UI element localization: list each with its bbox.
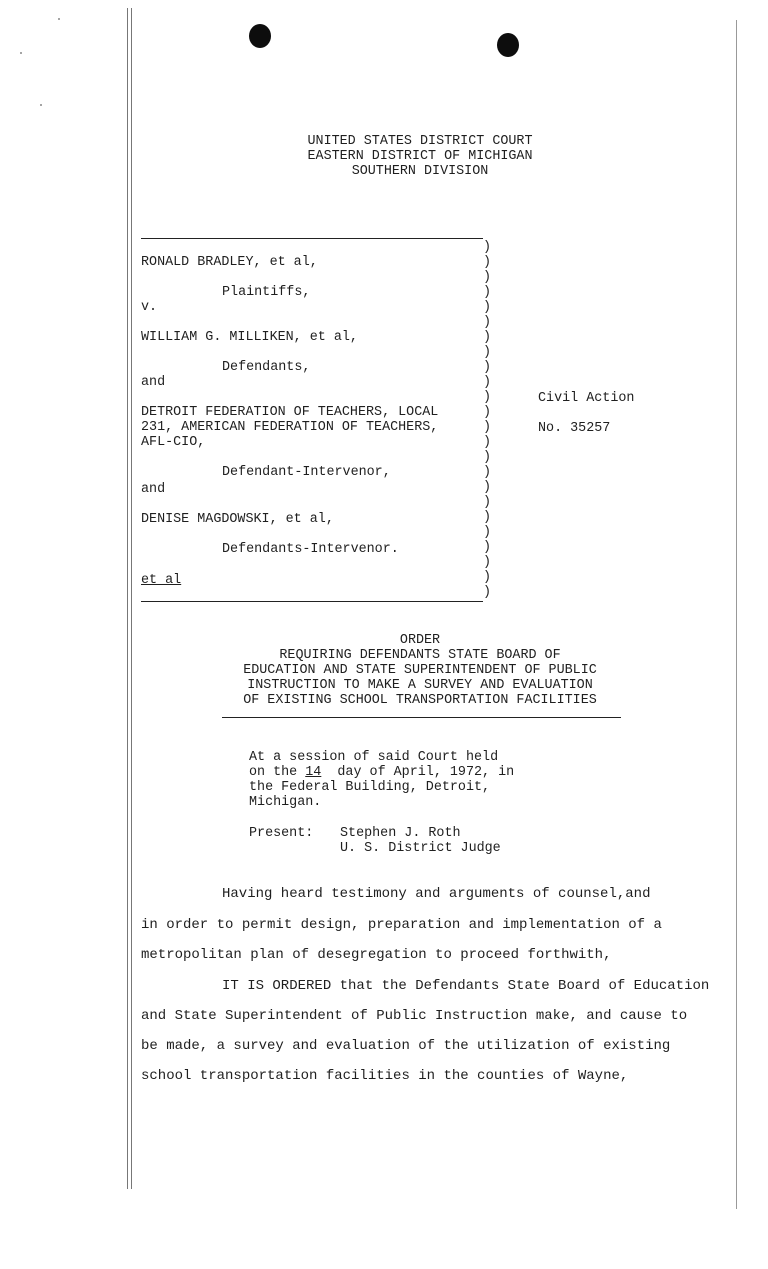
- judge-title: U. S. District Judge: [340, 841, 501, 856]
- caption-paren: ): [483, 360, 492, 375]
- caption-paren: ): [483, 405, 492, 420]
- caption-and-2: and: [141, 482, 166, 497]
- court-division: SOUTHERN DIVISION: [351, 164, 489, 179]
- left-margin-line-1: [127, 8, 128, 1189]
- civil-action-label: Civil Action: [538, 391, 635, 406]
- caption-versus: v.: [141, 300, 158, 315]
- present-label: Present:: [249, 826, 314, 841]
- caption-paren: ): [483, 540, 492, 555]
- body-p2-line-3: be made, a survey and evaluation of the utilization of existing: [141, 1038, 671, 1054]
- caption-paren: ): [483, 435, 492, 450]
- caption-intervenor-1-line-2: 231, AMERICAN FEDERATION OF TEACHERS,: [141, 420, 439, 435]
- caption-top-rule: [141, 238, 483, 239]
- session-line-3: the Federal Building, Detroit,: [249, 780, 491, 795]
- body-p1-line-1: Having heard testimony and arguments of counsel,and: [222, 886, 651, 902]
- caption-paren: ): [483, 345, 492, 360]
- caption-paren: ): [483, 450, 492, 465]
- session-line-2: [249, 765, 514, 780]
- caption-paren: ): [483, 390, 492, 405]
- caption-paren: ): [483, 495, 492, 510]
- caption-paren: ): [483, 465, 492, 480]
- caption-paren: ): [483, 570, 492, 585]
- caption-paren: ): [483, 240, 492, 255]
- caption-paren: ): [483, 285, 492, 300]
- caption-defendant-role: Defendants,: [222, 360, 311, 375]
- left-margin-line-2: [131, 8, 132, 1189]
- caption-intervenor-2: DENISE MAGDOWSKI, et al,: [141, 512, 334, 527]
- caption-paren: ): [483, 525, 492, 540]
- caption-et-al: et al: [141, 573, 182, 588]
- session-day: 14: [305, 765, 322, 780]
- caption-paren: ): [483, 330, 492, 345]
- session-line-1: At a session of said Court held: [249, 750, 499, 765]
- caption-paren: ): [483, 270, 492, 285]
- caption-intervenor-1-role: Defendant-Intervenor,: [222, 465, 391, 480]
- order-title-line-4: OF EXISTING SCHOOL TRANSPORTATION FACILITIES: [243, 693, 597, 708]
- court-district: EASTERN DISTRICT OF MICHIGAN: [307, 149, 533, 164]
- caption-paren: ): [483, 585, 492, 600]
- judge-name: Stephen J. Roth: [340, 826, 461, 841]
- punch-hole-left: [249, 24, 271, 48]
- right-margin-line: [736, 20, 737, 1209]
- caption-intervenor-1-line-3: AFL-CIO,: [141, 435, 206, 450]
- caption-paren: ): [483, 555, 492, 570]
- case-number: No. 35257: [538, 421, 611, 436]
- caption-and-1: and: [141, 375, 166, 390]
- body-p1-line-2: in order to permit design, preparation and implementation of a: [141, 917, 662, 933]
- caption-intervenor-2-role: Defendants-Intervenor.: [222, 542, 399, 557]
- session-line-4: Michigan.: [249, 795, 322, 810]
- caption-plaintiff-role: Plaintiffs,: [222, 285, 311, 300]
- body-p2-line-4: school transportation facilities in the counties of Wayne,: [141, 1068, 629, 1084]
- order-title-rule: [222, 717, 621, 718]
- caption-paren: ): [483, 510, 492, 525]
- caption-defendant: WILLIAM G. MILLIKEN, et al,: [141, 330, 358, 345]
- order-title-line-2: EDUCATION AND STATE SUPERINTENDENT OF PUBLIC: [243, 663, 597, 678]
- caption-paren: ): [483, 255, 492, 270]
- caption-paren: ): [483, 315, 492, 330]
- caption-paren: ): [483, 375, 492, 390]
- caption-paren: ): [483, 300, 492, 315]
- order-title-line-3: INSTRUCTION TO MAKE A SURVEY AND EVALUATION: [247, 678, 593, 693]
- order-heading: ORDER: [399, 633, 441, 648]
- scan-speck: [58, 18, 60, 20]
- body-p2-line-1: IT IS ORDERED that the Defendants State Board of Education: [222, 978, 710, 994]
- body-p1-line-3: metropolitan plan of desegregation to proceed forthwith,: [141, 947, 612, 963]
- caption-paren: ): [483, 420, 492, 435]
- session-line-2-pre: on the: [249, 765, 306, 780]
- session-line-2-post: day of April, 1972, in: [321, 765, 515, 780]
- court-name: UNITED STATES DISTRICT COURT: [307, 134, 533, 149]
- caption-intervenor-1-line-1: DETROIT FEDERATION OF TEACHERS, LOCAL: [141, 405, 439, 420]
- body-p2-line-2: and State Superintendent of Public Instruction make, and cause to: [141, 1008, 688, 1024]
- caption-paren: ): [483, 480, 492, 495]
- order-title-line-1: REQUIRING DEFENDANTS STATE BOARD OF: [279, 648, 561, 663]
- scan-speck: [20, 52, 22, 54]
- punch-hole-right: [497, 33, 519, 57]
- scan-speck: [40, 104, 42, 106]
- caption-bottom-rule: [141, 601, 483, 602]
- caption-plaintiff: RONALD BRADLEY, et al,: [141, 255, 318, 270]
